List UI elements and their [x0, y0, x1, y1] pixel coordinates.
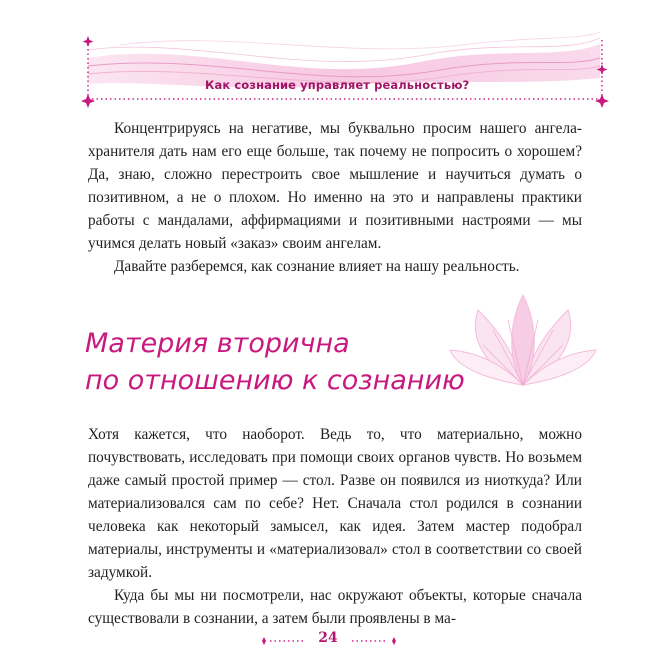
page-footer	[0, 628, 656, 654]
section-heading	[85, 325, 505, 399]
section-heading-line: Материя вторична	[85, 328, 350, 359]
page-number: 24	[318, 630, 338, 646]
body-text	[88, 423, 582, 630]
paragraph: Куда бы мы ни посмотрели, нас окружают объекты, которые сначала существовали в сознании, а затем были проявлены в ма-	[88, 587, 582, 627]
intro-text	[88, 117, 582, 278]
paragraph: Концентрируясь на негативе, мы буквально просим нашего ангела-хранителя дать нам его еще больше, так почему не попросить о хорошем? Да, знаю, сложно перестроить свое мышление и научиться думать о позитивном, а не о плохом. Но именно на это и направлены практики работы с мандалами, аффирмациями и позитивными настроями — мы учимся делать новый «заказ» своим ангелам.	[88, 120, 582, 252]
section-heading-line: по отношению к сознанию	[85, 365, 465, 396]
running-title: Как сознание управляет реальностью?	[205, 78, 470, 92]
paragraph: Давайте разберемся, как сознание влияет на нашу реальность.	[114, 258, 520, 275]
paragraph: Хотя кажется, что наоборот. Ведь то, что материально, можно почувствовать, исследовать при помощи своих органов чувств. Но возьмем даже самый простой пример — стол. Разве он появился из ниоткуда? Или материализовался сам по себе? Нет. Сначала стол родился в сознании человека как некоторый замысел, как идея. Затем мастер подобрал материалы, инструменты и «материализовал» стол в соответствии со своей задумкой.	[88, 426, 582, 581]
header-decoration	[0, 0, 656, 120]
